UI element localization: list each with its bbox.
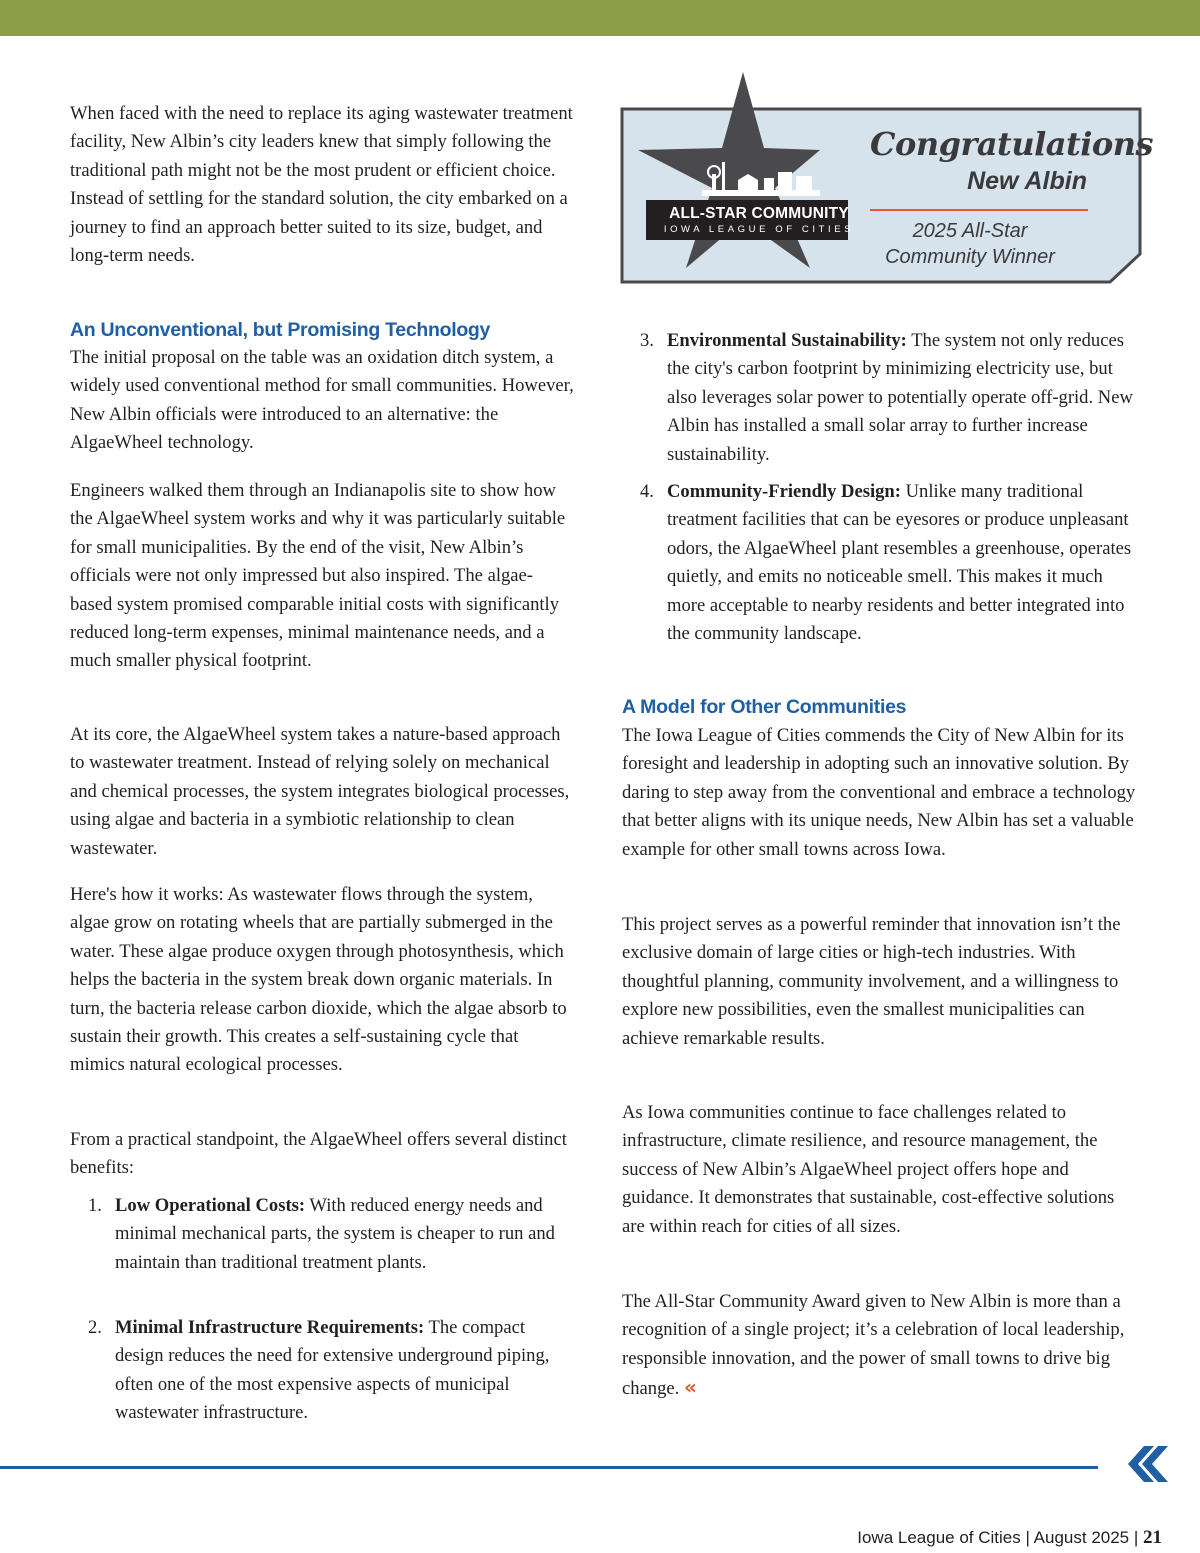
city-name: New Albin [967, 167, 1087, 195]
list-number: 4. [640, 481, 654, 502]
allstar-community-title: ALL-STAR COMMUNITY [669, 205, 849, 222]
list-item-title: Minimal Infrastructure Requirements: [115, 1317, 425, 1338]
paragraph-challenges: As Iowa communities continue to face challenges related to infrastructure, climate resilience, and resource management, the success of New Albin’s AlgaeWheel project offers hope and guidance. It demonstrates that sustainable, cost-effective solutions are within reach for cities of all sizes. [622, 1102, 1115, 1237]
paragraph-award [622, 1288, 1137, 1404]
paragraph-commends: The Iowa League of Cities commends the City of New Albin for its foresight and leadership in adopting such an innovative solution. By daring to step away from the conventional and embrace a technology that better aligns with its unique needs, New Albin has set a valuable example for other small towns across Iowa. [622, 725, 1136, 860]
winner-text [870, 218, 1070, 270]
list-number: 1. [88, 1195, 102, 1216]
end-mark-icon: « [683, 1375, 697, 1400]
section-heading-model: A Model for Other Communities [622, 696, 907, 718]
footer-rule [0, 1466, 1098, 1469]
paragraph-reminder: This project serves as a powerful reminder that innovation isn’t the exclusive domain of large cities or high-tech industries. With thoughtful planning, community involvement, and a willingness to explore new possibilities, even the smallest municipalities can achieve remarkable results. [622, 914, 1121, 1049]
award-badge [620, 72, 1154, 284]
congratulations-text: Congratulations [870, 125, 1154, 163]
top-color-bar [0, 0, 1200, 36]
list-item [70, 1314, 575, 1428]
list-item-text: Unlike many traditional treatment facilities that can be eyesores or produce unpleasant odors, the AlgaeWheel plant resembles a greenhouse, operates quietly, and emits no noticeable smell. This makes it much more acceptable to nearby residents and better integrated into the community landscape. [667, 481, 1132, 645]
page-number: 21 [1143, 1527, 1162, 1548]
list-item-text: The system not only reduces the city's carbon footprint by minimizing electricity use, but also leverages solar power to potentially operate off-grid. New Albin has installed a small solar array to further increase sustainability. [667, 330, 1133, 465]
list-item-text: With reduced energy needs and minimal mechanical parts, the system is cheaper to run and maintain than traditional treatment plants. [115, 1195, 555, 1273]
paragraph-engineers: Engineers walked them through an Indianapolis site to show how the AlgaeWheel system works and why it was particularly suitable for small municipalities. By the end of the visit, New Albin’s officials were not only impressed but also inspired. The algae-based system promised comparable initial costs with significantly reduced long-term expenses, minimal maintenance needs, and a much smaller physical footprint. [70, 480, 566, 672]
paragraph-benefits-intro: From a practical standpoint, the AlgaeWheel offers several distinct benefits: [70, 1129, 567, 1179]
iowa-league-subtitle: IOWA LEAGUE OF CITIES [663, 224, 855, 235]
list-item-title: Community-Friendly Design: [667, 481, 901, 502]
list-item [622, 478, 1137, 648]
list-item-title: Environmental Sustainability: [667, 330, 907, 351]
paragraph-initial-proposal: The initial proposal on the table was an oxidation ditch system, a widely used conventional method for small communities. However, New Albin officials were introduced to an alternative: the AlgaeWheel technology. [70, 347, 574, 454]
footer-publication [857, 1528, 1162, 1548]
list-item [622, 327, 1137, 469]
list-number: 3. [640, 330, 654, 351]
award-text: The All-Star Community Award given to New Albin is more than a recognition of a single project; it’s a celebration of local leadership, responsible innovation, and the power of small towns to drive big change. [622, 1291, 1125, 1400]
footer-label: Iowa League of Cities | August 2025 | [857, 1528, 1143, 1547]
list-item-text: The compact design reduces the need for extensive underground piping, often one of the most expensive aspects of municipal wastewater infrastructure. [115, 1317, 550, 1424]
intro-paragraph: When faced with the need to replace its aging wastewater treatment facility, New Albin’s city leaders knew that simply following the traditional path might not be the most prudent or efficient choice. Instead of settling for the standard solution, the city embarked on a journey to find an approach better suited to its size, budget, and long-term needs. [70, 103, 573, 267]
paragraph-core: At its core, the AlgaeWheel system takes a nature-based approach to wastewater treatment. Instead of relying solely on mechanical and chemical processes, the system integrates biological processes, using algae and bacteria in a symbiotic relationship to clean wastewater. [70, 724, 570, 859]
list-number: 2. [88, 1317, 102, 1338]
list-item-title: Low Operational Costs: [115, 1195, 306, 1216]
section-heading-technology: An Unconventional, but Promising Technology [70, 319, 491, 341]
winner-line-1: 2025 All-Star [912, 220, 1028, 242]
list-item [70, 1192, 575, 1277]
double-chevron-icon [1124, 1444, 1168, 1484]
winner-line-2: Community Winner [885, 246, 1055, 268]
paragraph-how-it-works: Here's how it works: As wastewater flows through the system, algae grow on rotating wheels that are partially submerged in the water. These algae produce oxygen through photosynthesis, which helps the bacteria in the system break down organic materials. In turn, the bacteria release carbon dioxide, which the algae absorb to sustain their growth. This creates a self-sustaining cycle that mimics natural ecological processes. [70, 884, 567, 1076]
